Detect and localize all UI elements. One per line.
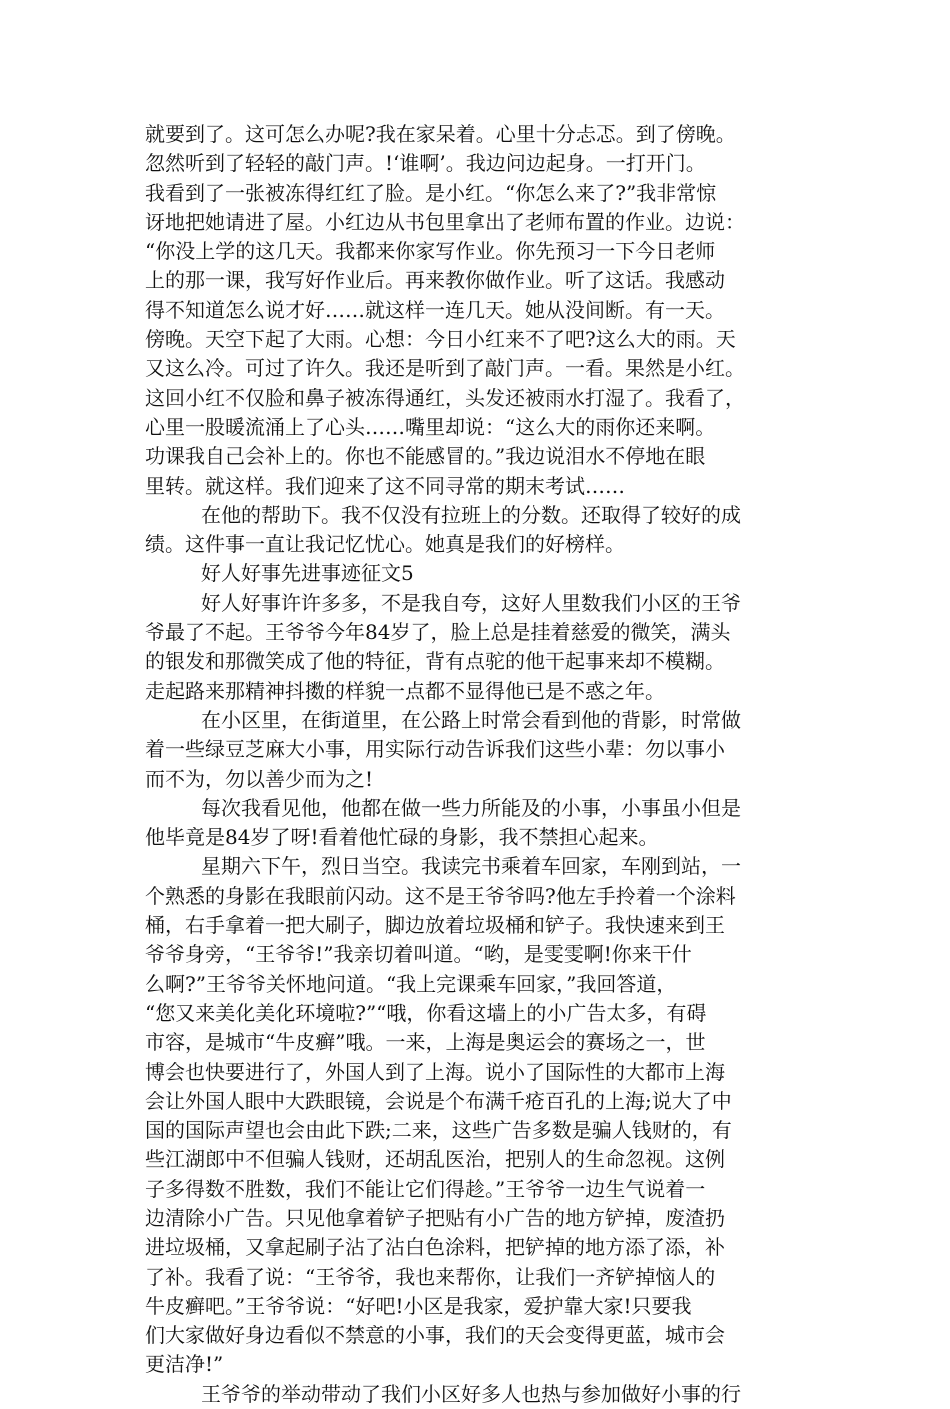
- text-line: 个熟悉的身影在我眼前闪动。这不是王爷爷吗?他左手拎着一个涂料: [145, 883, 736, 908]
- text-line: 子多得数不胜数，我们不能让它们得趁。”王爷爷一边生气说着一: [145, 1176, 706, 1201]
- text-line: 爷爷身旁，“王爷爷!”我亲切着叫道。“哟，是雯雯啊!你来干什: [145, 942, 692, 967]
- text-line: 又这么冷。可过了许久。我还是听到了敲门声。一看。果然是小红。: [145, 356, 745, 381]
- text-line: 们大家做好身边看似不禁意的小事，我们的天会变得更蓝，城市会: [145, 1323, 725, 1348]
- document-body: [145, 120, 810, 1409]
- text-line: 博会也快要进行了，外国人到了上海。说小了国际性的大都市上海: [145, 1059, 725, 1084]
- text-line: 心里一股暖流涌上了心头……嘴里却说：“这么大的雨你还来啊。: [145, 414, 716, 439]
- text-line: 就要到了。这可怎么办呢?我在家呆着。心里十分忐忑。到了傍晚。: [145, 122, 736, 146]
- text-line: 讶地把她请进了屋。小红边从书包里拿出了老师布置的作业。边说：: [145, 209, 745, 234]
- text-line: 里转。就这样。我们迎来了这不同寻常的期末考试……: [145, 473, 625, 498]
- text-line: 市容，是城市“牛皮癣”哦。一来，上海是奥运会的赛场之一，世: [145, 1030, 706, 1055]
- text-line: 国的国际声望也会由此下跌;二来，这些广告多数是骗人钱财的，有: [145, 1118, 732, 1143]
- text-line: 爷最了不起。王爷爷今年84岁了，脸上总是挂着慈爱的微笑，满头: [145, 620, 731, 645]
- text-line: 王爷爷的举动带动了我们小区好多人也热与参加做好小事的行: [201, 1381, 741, 1406]
- text-line: 了补。我看了说：“王爷爷，我也来帮你，让我们一齐铲掉恼人的: [145, 1264, 716, 1289]
- text-line: 我看到了一张被冻得红红了脸。是小红。“你怎么来了?”我非常惊: [145, 180, 717, 205]
- text-line: 绩。这件事一直让我记忆忧心。她真是我们的好榜样。: [145, 532, 625, 557]
- text-line: 桶，右手拿着一把大刷子，脚边放着垃圾桶和铲子。我快速来到王: [145, 913, 725, 938]
- text-line: 会让外国人眼中大跌眼镜，会说是个布满千疮百孔的上海;说大了中: [145, 1088, 732, 1113]
- text-line: 傍晚。天空下起了大雨。心想：今日小红来不了吧?这么大的雨。天: [145, 327, 736, 352]
- text-line: 好人好事许许多多，不是我自夸，这好人里数我们小区的王爷: [201, 590, 741, 615]
- text-line: 进垃圾桶，又拿起刷子沾了沾白色涂料，把铲掉的地方添了添，补: [145, 1235, 725, 1260]
- text-line: 牛皮癣吧。”王爷爷说：“好吧!小区是我家，爱护靠大家!只要我: [145, 1293, 692, 1318]
- text-line: 着一些绿豆芝麻大小事，用实际行动告诉我们这些小辈：勿以事小: [145, 737, 725, 762]
- text-line: 星期六下午，烈日当空。我读完书乘着车回家，车刚到站，一: [201, 854, 741, 879]
- text-line: 在小区里，在街道里，在公路上时常会看到他的背影，时常做: [201, 707, 741, 732]
- text-line: 而不为，勿以善少而为之!: [145, 766, 374, 791]
- text-line: 些江湖郎中不但骗人钱财，还胡乱医治，把别人的生命忽视。这例: [145, 1147, 725, 1172]
- text-line: 边清除小广告。只见他拿着铲子把贴有小广告的地方铲掉，废渣扔: [145, 1205, 725, 1230]
- text-line: 每次我看见他，他都在做一些力所能及的小事，小事虽小但是: [201, 795, 741, 820]
- text-line: 的银发和那微笑成了他的特征，背有点驼的他干起事来却不模糊。: [145, 649, 725, 674]
- text-line: 么啊?”王爷爷关怀地问道。“我上完课乘车回家，”我回答道，: [145, 971, 677, 996]
- text-line: 在他的帮助下。我不仅没有拉班上的分数。还取得了较好的成: [201, 502, 741, 527]
- text-line: 他毕竟是84岁了呀!看着他忙碌的身影，我不禁担心起来。: [145, 825, 659, 850]
- text-line: 这回小红不仅脸和鼻子被冻得通红，头发还被雨水打湿了。我看了，: [145, 385, 745, 410]
- text-line: 走起路来那精神抖擞的样貌一点都不显得他已是不惑之年。: [145, 678, 665, 703]
- text-line: 忽然听到了轻轻的敲门声。!‘谁啊’。我边问边起身。一打开门。: [145, 151, 706, 176]
- text-line: 得不知道怎么说才好……就这样一连几天。她从没间断。有一天。: [145, 297, 725, 322]
- text-line: 上的那一课，我写好作业后。再来教你做作业。听了这话。我感动: [145, 268, 725, 293]
- text-line: 功课我自己会补上的。你也不能感冒的。”我边说泪水不停地在眼: [145, 444, 706, 469]
- text-line: “你没上学的这几天。我都来你家写作业。你先预习一下今日老师: [145, 239, 716, 264]
- text-line: “您又来美化美化环境啦?”“哦，你看这墙上的小广告太多，有碍: [145, 1000, 707, 1025]
- text-line: 好人好事先进事迹征文5: [201, 561, 414, 586]
- text-line: 更洁净!”: [145, 1352, 224, 1377]
